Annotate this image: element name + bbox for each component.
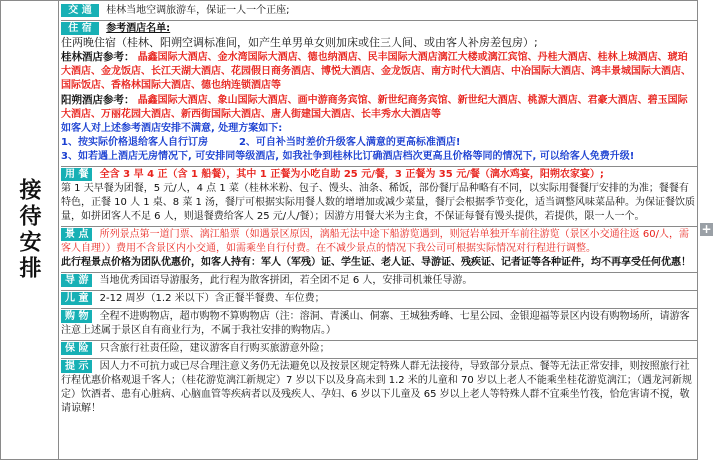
guilin-hotels xyxy=(61,50,697,93)
yangshuo-label: 阳朔酒店参考： xyxy=(61,94,135,106)
tips-text: 因人力不可抗力或已尽合理注意义务仍无法避免以及按景区规定特殊人群无法接待，导致部分景点、餐等无法正常安排，则按照旅行社行程优惠价格观退千客人；（桂花游览漓江新规定）7 岁以下以及身高未到 1.2 米的儿童和 70 岁以上老人不能乘坐桂花游览漓江；（遇龙河新规定）饮酒者、患有心脏病、心脑血管等疾病者以及残疾人、孕妇、6 岁以下儿童及 65 岁以上老人等特殊人群不宜乘坐竹筏，恰危害请不搅，敬请谅解！ xyxy=(61,361,692,414)
content-area xyxy=(61,4,697,459)
hotel-option-3: 3、如若遇上酒店无房情况下, 可安排同等级酒店, 如我社争到桂林比订确酒店档次更高且价格等同的情况下, 可以给客人免费升级! xyxy=(61,151,635,162)
guilin-list: 晶鑫国际大酒店、金水湾国际大酒店、德也纳酒店、民丰国际大酒店漓江大楼或漓江宾馆、丹桂大酒店、桂林上城酒店、琥珀大酒店、金龙饭店、长江天湖大酒店、花园假日商务酒店、博悦大酒店、金龙饭店、南方时代大酒店、中冶国际大酒店、鸿丰景城国际大酒店、国际饭店、香格林国际大酒店、德也纳连锁酒店等 xyxy=(61,52,691,91)
tips-row xyxy=(61,360,697,416)
guide-tag: 导 游 xyxy=(61,274,92,287)
sights-row xyxy=(61,228,697,256)
meal-row xyxy=(61,168,697,182)
hotel-option-1: 1、按实际价格退给客人自行订房 xyxy=(61,137,208,148)
insurance-tag: 保 险 xyxy=(61,342,92,355)
divider xyxy=(61,358,697,359)
meal-tag: 用 餐 xyxy=(61,168,92,181)
divider xyxy=(61,340,697,341)
shopping-text: 全程不进购物店，超市购物不算购物店（注：溶洞、青溪山、侗寨、王城独秀峰、七星公园、金银迎福等景区内设有购物场所，请游客注意上述属于景区自有商业行为，不属于我社安排的购物店。） xyxy=(61,311,690,336)
yangshuo-hotels xyxy=(61,93,697,122)
sights-line2: 此行程景点价格为团队优惠价，如客人持有：军人（军残）证、学生证、老人证、导游证、残疾证、记者证等各种证件，均不再享受任何优惠！ xyxy=(61,257,691,268)
side-title: 接待安排 xyxy=(16,178,42,282)
hotel-note-label: 如客人对上述参考酒店安排不满意, 处理方案如下: xyxy=(61,123,283,134)
guide-text: 当地优秀国语导游服务，此行程为散客拼团，若全团不足 6 人，安排司机兼任导游。 xyxy=(99,275,473,286)
sights-line1: 所列景点第一道门票、漓江船票（如遇景区原因，漓船无法中途下船游览遇到，则冠岩单独开车前往游览（景区小交通往返 60/人，需客人自理））费用不含景区内小交通，如需乘坐自行付费。在不减少景点的情况下我公司可根据实际情况对行程进行调整。 xyxy=(61,229,689,254)
tips-tag: 提 示 xyxy=(61,360,92,373)
hotel-row xyxy=(61,22,697,36)
meal-line2: 第 1 天早餐为团餐，5 元/人，4 点 1 菜（桂林米粉、包子、馒头、油条、稀饭，部份餐厅品种略有不同，以实际用餐餐厅安排的为准；餐餐有特色，正餐 10 人 1 桌、8 菜 1 汤，餐厅可根据实际用餐人数的增增加或减少菜量，餐厅会根据季节变化，适当调整风味菜品种。为保证餐饮质量，如拼团客人不足 6 人，则退餐费给客人 25 元/人/餐）；因游方用餐大米为主食，不保证每餐有馒头提供，若提供，限一人一个。 xyxy=(61,183,696,222)
child-row xyxy=(61,292,697,306)
hotel-ref-label: 参考酒店名单: xyxy=(106,23,171,34)
divider xyxy=(61,20,697,21)
traffic-tag: 交 通 xyxy=(61,4,99,17)
child-tag: 儿 童 xyxy=(61,292,92,305)
side-header xyxy=(1,1,59,459)
hotel-option-2: 2、可自补当时差价升级客人满意的更高标准酒店! xyxy=(238,137,461,148)
divider xyxy=(61,226,697,227)
guide-row xyxy=(61,274,697,288)
traffic-text: 桂林当地空调旅游车，保证一人一个正座; xyxy=(106,5,290,16)
divider xyxy=(61,166,697,167)
yangshuo-list: 晶鑫国际大酒店、象山国际大酒店、画中游商务宾馆、新世纪商务宾馆、新世纪大酒店、桃源大酒店、君豪大酒店、碧玉国际大酒店、万丽花园大酒店、新西街国际大酒店、唐人街建国大酒店、长丰秀水大酒店等 xyxy=(61,95,688,120)
hotel-tag: 住 宿 xyxy=(61,22,99,35)
divider xyxy=(61,290,697,291)
shopping-row xyxy=(61,310,697,338)
sights-tag: 景 点 xyxy=(61,228,92,241)
hotel-desc: 住两晚住宿（桂林、阳朔空调标准间，如产生单男单女则加床或住三人间、或由客人补房差包房）; xyxy=(61,36,538,49)
shopping-tag: 购 物 xyxy=(61,310,92,323)
divider xyxy=(61,308,697,309)
child-text: 2-12 周岁（1.2 米以下）含正餐半餐费、车位费； xyxy=(99,293,325,304)
expand-icon[interactable]: + xyxy=(701,222,712,236)
traffic-row xyxy=(61,4,697,18)
insurance-row xyxy=(61,342,697,356)
hotel-options-12 xyxy=(61,136,697,150)
insurance-text: 只含旅行社责任险，建议游客自行购买旅游意外险； xyxy=(99,343,330,354)
divider xyxy=(61,272,697,273)
meal-line1: 全含 3 早 4 正（含 1 船餐），其中 1 正餐为小吃自助 25 元/餐，3 正餐为 35 元/餐（漓水鸡宴，阳朔农家宴）; xyxy=(99,169,604,180)
guilin-label: 桂林酒店参考： xyxy=(61,51,135,63)
